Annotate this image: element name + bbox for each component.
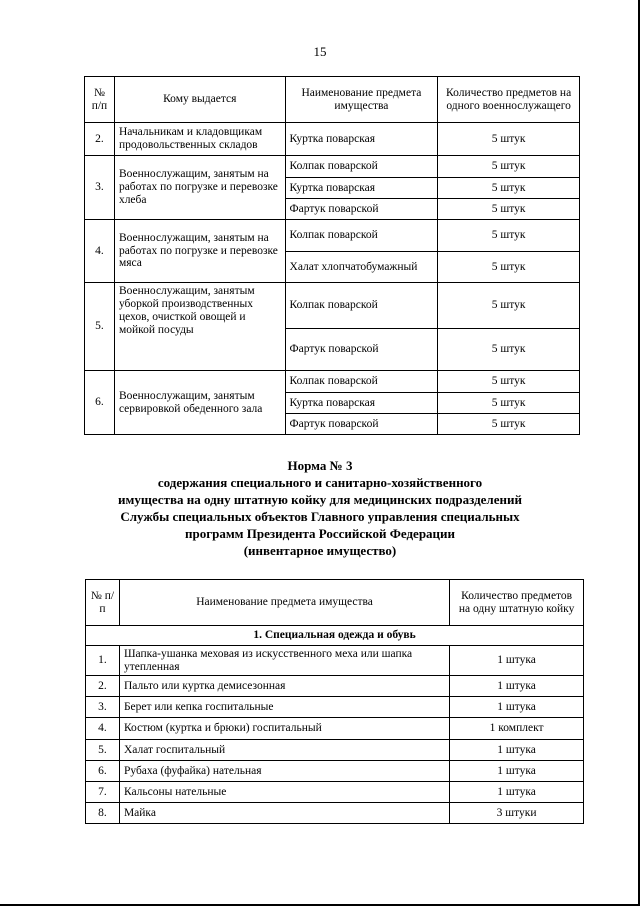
row-item-name: Кальсоны нательные xyxy=(119,782,449,803)
row-item-qty: 1 штука xyxy=(450,697,584,718)
header-item: Наименование предмета имущества xyxy=(119,580,449,626)
issue-table xyxy=(84,76,580,435)
row-num: 2. xyxy=(86,676,120,697)
table-row xyxy=(86,646,584,676)
row-item-name: Майка xyxy=(119,803,449,824)
row-item-qty: 5 штук xyxy=(438,156,580,178)
row-recipient: Военнослужащим, занятым уборкой производственных цехов, очисткой овощей и мойкой посуды xyxy=(114,283,285,371)
row-item-qty: 1 штука xyxy=(450,676,584,697)
row-item-qty: 1 штука xyxy=(450,740,584,761)
row-item-qty: 5 штук xyxy=(438,329,580,371)
norm-title: Норма № 3 xyxy=(287,458,353,473)
norm-subtitle-line: программ Президента Российской Федерации xyxy=(184,526,456,541)
row-num: 4. xyxy=(85,220,115,283)
row-item-qty: 5 штук xyxy=(438,252,580,283)
table-row xyxy=(85,220,580,252)
row-num: 2. xyxy=(85,123,115,156)
row-item-name: Куртка поварская xyxy=(285,123,438,156)
row-num: 4. xyxy=(86,718,120,740)
norm-subtitle-line: содержания специального и санитарно-хозяйственного xyxy=(157,475,483,490)
table-row xyxy=(86,697,584,718)
row-item-name: Берет или кепка госпитальные xyxy=(119,697,449,718)
row-recipient: Военнослужащим, занятым на работах по погрузке и перевозке мяса xyxy=(114,220,285,283)
row-item-name: Пальто или куртка демисезонная xyxy=(119,676,449,697)
row-item-qty: 5 штук xyxy=(438,199,580,220)
row-item-qty: 5 штук xyxy=(438,414,580,435)
section-row xyxy=(86,626,584,646)
table-row xyxy=(86,803,584,824)
row-item-name: Халат хлопчатобумажный xyxy=(285,252,438,283)
row-item-name: Куртка поварская xyxy=(285,393,438,414)
row-num: 5. xyxy=(85,283,115,371)
row-num: 6. xyxy=(85,371,115,435)
norm-table-header xyxy=(86,580,584,626)
header-item: Наименование предмета имущества xyxy=(285,77,438,123)
section-title: 1. Специальная одежда и обувь xyxy=(86,626,584,646)
row-num: 5. xyxy=(86,740,120,761)
row-recipient: Начальникам и кладовщикам продовольственных складов xyxy=(114,123,285,156)
row-item-name: Рубаха (фуфайка) нательная xyxy=(119,761,449,782)
row-recipient: Военнослужащим, занятым на работах по погрузке и перевозке хлеба xyxy=(114,156,285,220)
table-row xyxy=(85,371,580,393)
row-item-qty: 5 штук xyxy=(438,178,580,199)
row-item-qty: 1 комплект xyxy=(450,718,584,740)
issue-table-header xyxy=(85,77,580,123)
norm-subtitle-line: Службы специальных объектов Главного управления специальных xyxy=(120,509,520,524)
row-item-name: Халат госпитальный xyxy=(119,740,449,761)
row-item-qty: 5 штук xyxy=(438,371,580,393)
row-item-qty: 1 штука xyxy=(450,646,584,676)
row-item-name: Колпак поварской xyxy=(285,156,438,178)
row-item-qty: 5 штук xyxy=(438,283,580,329)
table-row xyxy=(85,156,580,178)
norm-heading xyxy=(60,457,580,559)
row-item-name: Колпак поварской xyxy=(285,371,438,393)
row-num: 3. xyxy=(86,697,120,718)
row-item-name: Костюм (куртка и брюки) госпитальный xyxy=(119,718,449,740)
header-qty: Количество предметов на одного военнослужащего xyxy=(438,77,580,123)
row-item-qty: 5 штук xyxy=(438,123,580,156)
header-qty: Количество предметов на одну штатную койку xyxy=(450,580,584,626)
norm-subtitle-line: имущества на одну штатную койку для медицинских подразделений xyxy=(118,492,522,507)
row-num: 6. xyxy=(86,761,120,782)
norm-subtitle-line: (инвентарное имущество) xyxy=(243,543,397,558)
row-item-name: Фартук поварской xyxy=(285,414,438,435)
row-recipient: Военнослужащим, занятым сервировкой обеденного зала xyxy=(114,371,285,435)
page-number: 15 xyxy=(313,44,327,59)
row-item-qty: 1 штука xyxy=(450,761,584,782)
row-item-qty: 5 штук xyxy=(438,393,580,414)
header-who: Кому выдается xyxy=(114,77,285,123)
table-row xyxy=(86,761,584,782)
table-row xyxy=(86,740,584,761)
row-num: 1. xyxy=(86,646,120,676)
row-item-name: Фартук поварской xyxy=(285,329,438,371)
row-item-qty: 1 штука xyxy=(450,782,584,803)
norm-table xyxy=(85,579,584,824)
row-item-name: Фартук поварской xyxy=(285,199,438,220)
table-row xyxy=(86,782,584,803)
header-num: № п/п xyxy=(86,580,120,626)
row-item-name: Колпак поварской xyxy=(285,220,438,252)
row-item-name: Колпак поварской xyxy=(285,283,438,329)
row-item-qty: 5 штук xyxy=(438,220,580,252)
table-row xyxy=(85,123,580,156)
table-row xyxy=(86,718,584,740)
header-num: № п/п xyxy=(85,77,115,123)
table-row xyxy=(86,676,584,697)
row-item-name: Куртка поварская xyxy=(285,178,438,199)
row-num: 7. xyxy=(86,782,120,803)
row-item-name: Шапка-ушанка меховая из искусственного меха или шапка утепленная xyxy=(119,646,449,676)
row-num: 8. xyxy=(86,803,120,824)
row-item-qty: 3 штуки xyxy=(450,803,584,824)
row-num: 3. xyxy=(85,156,115,220)
table-row xyxy=(85,283,580,329)
